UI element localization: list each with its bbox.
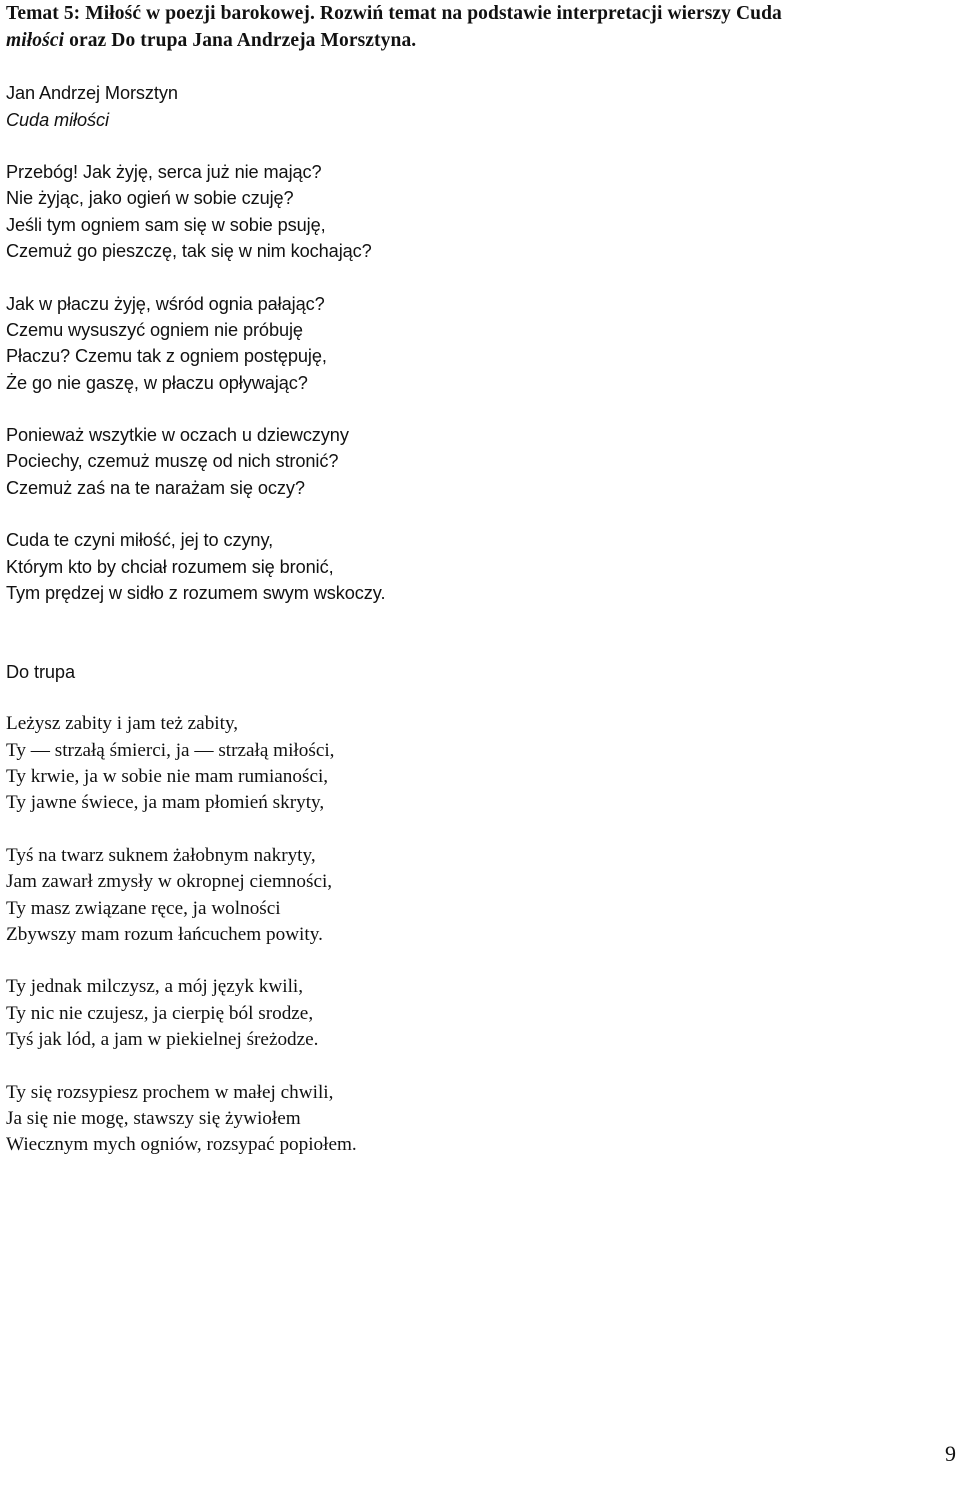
- verse-line: Nie żyjąc, jako ogień w sobie czuję?: [6, 188, 294, 209]
- verse-line: Wiecznym mych ogniów, rozsypać popiołem.: [6, 1134, 357, 1156]
- stanza: [6, 843, 954, 948]
- verse-line: Jak w płaczu żyję, wśród ognia pałając?: [6, 293, 325, 314]
- verse-line: Tym prędzej w sidło z rozumem swym wskoczy.: [6, 582, 386, 603]
- poem-author: Jan Andrzej Morsztyn: [6, 83, 178, 104]
- verse-line: Tyś na twarz suknem żałobnym nakryty,: [6, 844, 316, 866]
- verse-line: Ty jednak milczysz, a mój język kwili,: [6, 976, 304, 998]
- verse-line: Czemuż go pieszczę, tak się w nim kochając?: [6, 241, 372, 262]
- verse-line: Czemuż zaś na te narażam się oczy?: [6, 477, 305, 498]
- verse-line: Czemu wysuszyć ogniem nie próbuję: [6, 319, 303, 340]
- verse-line: Ponieważ wszytkie w oczach u dziewczyny: [6, 425, 349, 446]
- poem-do-trupa: [6, 659, 954, 1159]
- verse-line: Ty się rozsypiesz prochem w małej chwili,: [6, 1081, 334, 1103]
- title-text-part1: Temat 5: Miłość w poezji barokowej. Rozwiń temat na podstawie interpretacji wierszy Cuda: [6, 3, 782, 24]
- verse-line: Tyś jak lód, a jam w piekielnej śreżodze.: [6, 1028, 319, 1050]
- verse-line: Jeśli tym ogniem sam się w sobie psuję,: [6, 214, 326, 235]
- poem-title: Cuda miłości: [6, 109, 109, 130]
- poem-title: Do trupa: [6, 661, 75, 682]
- title-text-part2: oraz Do trupa Jana Andrzeja Morsztyna.: [64, 30, 417, 51]
- stanza: [6, 711, 954, 816]
- document-page: [6, 0, 954, 1158]
- verse-line: Ty krwie, ja w sobie nie mam rumianości,: [6, 766, 329, 788]
- title-italic-word: miłości: [6, 30, 65, 51]
- stanza: [6, 974, 954, 1053]
- verse-line: Że go nie gaszę, w płaczu opływając?: [6, 372, 308, 393]
- verse-line: Jam zawarł zmysły w okropnej ciemności,: [6, 871, 333, 893]
- stanza: [6, 291, 954, 396]
- verse-line: Pociechy, czemuż muszę od nich stronić?: [6, 451, 339, 472]
- stanza: [6, 422, 954, 501]
- verse-line: Leżysz zabity i jam też zabity,: [6, 713, 239, 735]
- verse-line: Zbywszy mam rozum łańcuchem powity.: [6, 923, 323, 945]
- assignment-title: [6, 0, 954, 54]
- verse-line: Ty masz związane ręce, ja wolności: [6, 897, 281, 919]
- verse-line: Płaczu? Czemu tak z ogniem postępuję,: [6, 346, 327, 367]
- verse-line: Cuda te czyni miłość, jej to czyny,: [6, 530, 274, 551]
- verse-line: Ty nic nie czujesz, ja cierpię ból srodze,: [6, 1002, 314, 1024]
- verse-line: Przebóg! Jak żyję, serca już nie mając?: [6, 162, 322, 183]
- poem-cuda-milosci: [6, 80, 954, 606]
- verse-line: Którym kto by chciał rozumem się bronić,: [6, 556, 334, 577]
- verse-line: Ja się nie mogę, stawszy się żywiołem: [6, 1107, 301, 1129]
- stanza: [6, 1080, 954, 1159]
- stanza: [6, 159, 954, 264]
- stanza: [6, 527, 954, 606]
- verse-line: Ty — strzałą śmierci, ja — strzałą miłości,: [6, 739, 335, 761]
- verse-line: Ty jawne świece, ja mam płomień skryty,: [6, 792, 325, 814]
- page-number: 9: [945, 1441, 956, 1466]
